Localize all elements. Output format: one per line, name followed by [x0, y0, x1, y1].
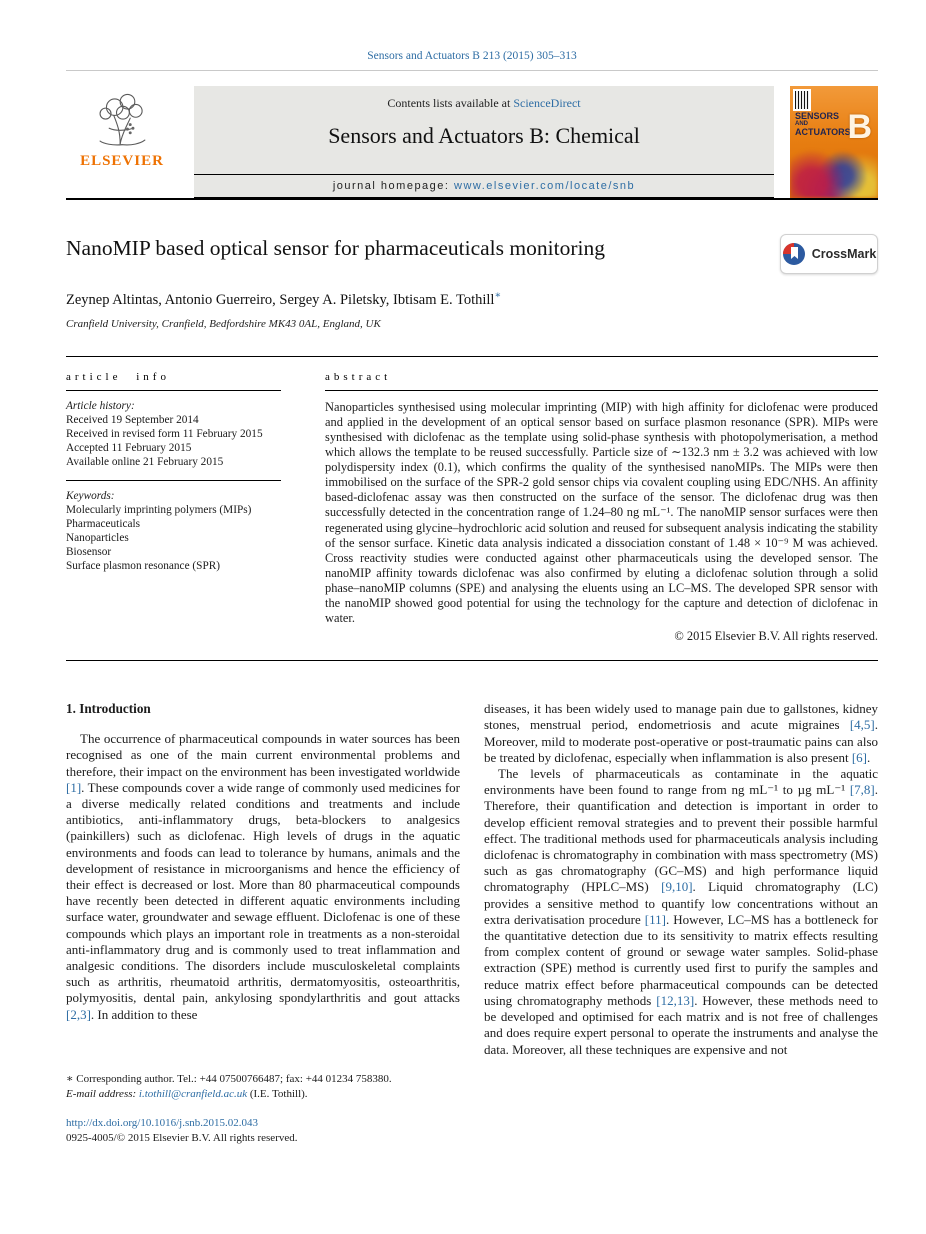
keyword-item: Biosensor — [66, 546, 112, 559]
citation-link[interactable]: [4,5] — [849, 717, 875, 733]
journal-cover-image — [790, 86, 878, 198]
article-info-column — [66, 371, 281, 644]
divider — [66, 660, 878, 661]
rights-line: 0925-4005/© 2015 Elsevier B.V. All rights reserved. — [66, 1132, 298, 1144]
corresponding-author-link[interactable]: ∗ — [494, 290, 502, 301]
masthead-center-panel — [194, 86, 774, 198]
crossmark-badge[interactable] — [780, 234, 878, 274]
keywords-label: Keywords: — [66, 489, 115, 502]
journal-title: Sensors and Actuators B: Chemical — [328, 123, 640, 148]
email-link[interactable]: i.tothill@cranfield.ac.uk — [138, 1087, 248, 1100]
history-item: Received in revised form 11 February 2015 — [66, 428, 263, 441]
citation-link[interactable]: [12,13] — [656, 992, 695, 1008]
abstract-column — [325, 371, 878, 644]
article-info-heading: article info — [66, 370, 170, 383]
top-citation-row — [66, 0, 878, 62]
citation-link[interactable]: [2,3] — [66, 1006, 91, 1022]
intro-paragraph: The occurrence of pharmaceutical compounds in water sources has been recognised as one of the main current environmental problems and therefore, their impact on the environment has been investigated worldwide [1]. These compounds cover a wide range of commonly used medicines for a diverse medically related conditions and treatments and include antibiotics, anti-inflammatory drugs, beta-blockers to analgesics (painkillers) such as diclofenac. High levels of drugs in the aquatic environments and foods can lead to tolerance by humans, animals and the development of resistance in microorganisms and hence the efficiency of their effect is decreased or lost. More than 80 pharmaceutical compounds have recently been detected in different aquatic environments including surface water, groundwater and sewage effluent. Diclofenac is one of these compounds which plays an important role in treatments as a non-steroidal anti-inflammatory drug and is commonly used to treat inflammation and analgesic conditions. The disorders include musculoskeletal complaints such as arthritis, rheumatoid arthritis, dermatomyositis, osteoarthritis, polymyositis, dental pain, ankylosing spondylarthritis and gout attacks [2,3]. In addition to these — [66, 731, 460, 1022]
history-item: Received 19 September 2014 — [66, 413, 199, 426]
history-item: Available online 21 February 2015 — [66, 456, 224, 469]
keyword-item: Pharmaceuticals — [66, 517, 141, 530]
keyword-item: Surface plasmon resonance (SPR) — [66, 560, 221, 573]
homepage-prefix: journal homepage: — [332, 180, 455, 192]
abstract-copyright: © 2015 Elsevier B.V. All rights reserved. — [674, 629, 878, 644]
author-names: Zeynep Altintas, Antonio Guerreiro, Sergey A. Piletsky, Ibtisam E. Tothill — [66, 291, 495, 308]
email-label: E-mail address: — [66, 1087, 137, 1100]
email-suffix: (I.E. Tothill). — [247, 1087, 308, 1100]
citation-link[interactable]: [7,8] — [849, 782, 875, 798]
title-row — [66, 236, 878, 274]
journal-citation-link[interactable]: Sensors and Actuators B 213 (2015) 305–313 — [367, 50, 577, 62]
sciencedirect-link[interactable]: ScienceDirect — [513, 96, 581, 110]
masthead — [66, 86, 878, 198]
divider — [66, 198, 878, 200]
divider — [66, 480, 281, 481]
cover-title-line3: ACTUATORS — [795, 126, 851, 137]
citation-link[interactable]: [9,10] — [661, 879, 693, 895]
body-left-column — [66, 701, 460, 1057]
elsevier-wordmark: ELSEVIER — [80, 153, 164, 169]
divider — [66, 390, 281, 391]
citation-link[interactable]: [6] — [851, 749, 868, 765]
abstract-text: Nanoparticles synthesised using molecular imprinting (MIP) with high affinity for diclofenac were produced and applied in the development of an optical sensor based on surface plasmon resonance (SPR). MIPs were synthesised with diclofenac as the template using solid-phase synthesis with photopolymerisation, a method which allows the template to be reused successfully. Particle size of ∼132.3 nm ± 3.2 was achieved with low polydispersity index (0.1), which confirms the quality of the synthesised nanoMIPs. The MIPs were then immobilised on the surface of the SPR-2 gold sensor chips via covalent coupling using EDC/NHS. An affinity based-diclofenac assay was then constructed on the surface of the sensor. The diclofenac drug was then successfully detected in the concentration range of 1.24–80 ng mL⁻¹. The nanoMIP sensor surfaces were then regenerated using glycine–hydrochloric acid solution and reused for subsequent analysis indicating the stability of the sensor surface. Kinetic data analysis indicated a dissociation constant of 1.48 × 10⁻⁹ M was achieved. Cross reactivity studies were conducted against other pharmaceuticals using the developed sensor. The nanoMIP affinity towards diclofenac was also confirmed by eluting a diclofenac solution through a solid phase–nanoMIP columns (SPE) and analysing the eluents using an LC–MS. The developed SPR sensor with the nanoMIP showed good potential for using the technology for the capture and detection of diclofenac in water. — [325, 399, 878, 626]
journal-homepage-link[interactable]: www.elsevier.com/locate/snb — [454, 180, 636, 192]
body-paragraph: diseases, it has been widely used to manage pain due to gallstones, kidney stones, menstrual period, endometriosis and acute migraines [4,5]. Moreover, mild to moderate post-operative or post-traumatic pains can also be treated by diclofenac, especially when inflammation is also present [6]. — [484, 701, 878, 765]
doi-link[interactable]: http://dx.doi.org/10.1016/j.snb.2015.02.043 — [66, 1117, 259, 1129]
cover-title — [795, 112, 851, 137]
elsevier-logo[interactable] — [66, 86, 178, 198]
crossmark-icon — [782, 242, 806, 266]
email-line — [66, 1087, 460, 1102]
keyword-item: Nanoparticles — [66, 532, 129, 545]
citation-link[interactable]: [11] — [644, 911, 666, 927]
abstract-heading: abstract — [325, 370, 392, 383]
barcode-icon — [793, 89, 811, 111]
author-list — [66, 290, 878, 309]
cover-artwork — [790, 148, 878, 198]
elsevier-tree-icon — [92, 88, 152, 152]
divider — [325, 390, 878, 391]
corresponding-note: ∗ Corresponding author. Tel.: +44 07500766487; fax: +44 01234 758380. — [66, 1073, 392, 1085]
cover-title-line1: SENSORS — [795, 111, 840, 121]
journal-cover[interactable] — [790, 86, 878, 198]
cover-title-line2: AND — [795, 121, 808, 128]
affiliation: Cranfield University, Cranfield, Bedfordshire MK43 0AL, England, UK — [66, 317, 381, 330]
info-abstract-block — [66, 357, 878, 660]
crossmark-label: CrossMark — [811, 247, 877, 261]
article-history-label: Article history: — [66, 399, 135, 412]
page-footer — [66, 1116, 298, 1146]
divider — [66, 70, 878, 71]
journal-homepage-line — [194, 174, 774, 198]
section-heading-introduction: 1. Introduction — [66, 701, 151, 717]
body-right-column — [484, 701, 878, 1057]
citation-link[interactable]: [1] — [66, 779, 82, 795]
article-title: NanoMIP based optical sensor for pharmaceuticals monitoring — [66, 236, 605, 260]
cover-big-letter: B — [847, 108, 872, 146]
history-item: Accepted 11 February 2015 — [66, 442, 192, 455]
article-body — [66, 701, 878, 1057]
contents-line — [194, 86, 774, 111]
keyword-item: Molecularly imprinting polymers (MIPs) — [66, 503, 252, 516]
contents-prefix: Contents lists available at — [387, 96, 514, 110]
corresponding-author-footnote — [66, 1072, 460, 1101]
body-paragraph: The levels of pharmaceuticals as contaminate in the aquatic environments have been found to range from ng mL⁻¹ to µg mL⁻¹ [7,8]. Therefore, their quantification and detection is important in order to develop efficient removal strategies and to prevent their possible harmful effect. The traditional methods used for pharmaceuticals analysis including diclofenac is chromatography in combination with mass spectrometry (MS) such as gas chromatography (GC–MS) and high performance liquid chromatography (HPLC–MS) [9,10]. Liquid chromatography (LC) provides a sensitive method to quantify low concentrations without an extra derivatisation procedure [11]. However, LC–MS has a bottleneck for the quantitative detection due to its sensitivity to matrix effects resulting from complex content of ground or sewage water samples. Solid-phase extraction (SPE) method is currently used first to purify the samples and reduce matrix effect before pharmaceutical compounds can be detected using chromatography methods [12,13]. However, these methods need to be developed and optimised for each matrix and is not free of challenges and does require expert personal to operate the instruments and analyse the data. Moreover, all these techniques are expensive and not — [484, 766, 878, 1057]
